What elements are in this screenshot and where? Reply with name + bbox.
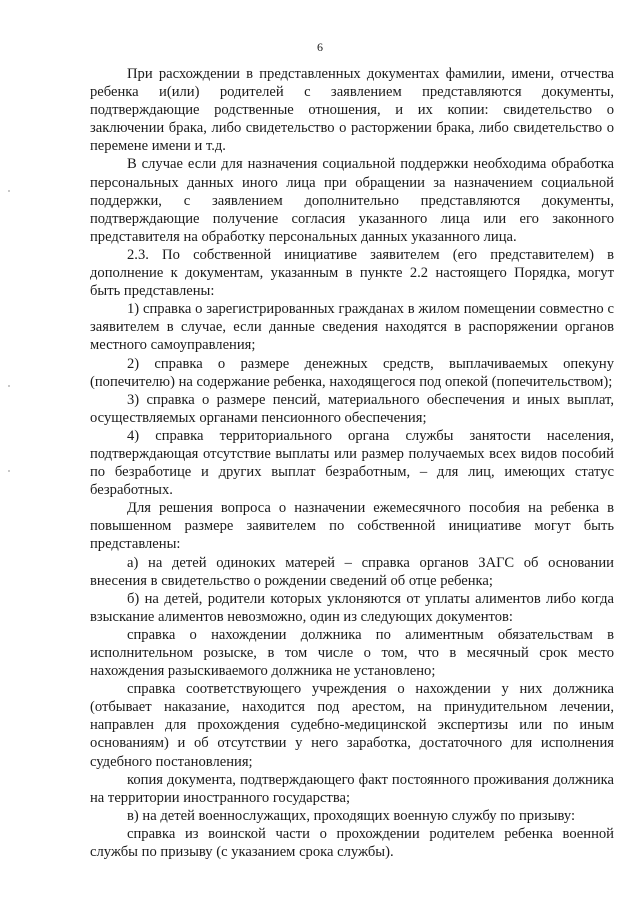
scan-artifact (8, 385, 10, 387)
page-number: 6 (317, 40, 323, 54)
list-item-3-pensions: 3) справка о размере пенсий, материального обеспечения и иных выплат, осуществляемых органами пенсионного обеспечения; (90, 391, 614, 426)
document-body (90, 65, 614, 861)
paragraph-personal-data-consent: В случае если для назначения социальной поддержки необходима обработка персональных данных иного лица при обращении за назначением социальной поддержки, с заявлением дополнительно представляются документы, подтверждающие получение согласия указанного лица или его законного представителя на обработку персональных данных указанного лица. (90, 156, 614, 245)
paragraph-debtor-institution: справка соответствующего учреждения о нахождении у них должника (отбывает наказание, находится под арестом, на принудительном лечении, направлен для прохождения судебно-медицинской экспертизы или по иным основаниям) и об отсутствии у него заработка, достаточного для исполнения судебного постановления; (90, 681, 614, 770)
paragraph-foreign-residence: копия документа, подтверждающего факт постоянного проживания должника на территории иностранного государства; (90, 771, 614, 806)
paragraph-increased-allowance: Для решения вопроса о назначении ежемесячного пособия на ребенка в повышенном размере заявителем по собственной инициативе могут быть представлены: (90, 500, 614, 553)
list-item-2-guardian-funds: 2) справка о размере денежных средств, выплачиваемых опекуну (попечителю) на содержание ребенка, находящегося под опекой (попечительством); (90, 355, 614, 390)
paragraph-section-2-3: 2.3. По собственной инициативе заявителем (его представителем) в дополнение к документам, указанным в пункте 2.2 настоящего Порядка, могут быть представлены: (90, 246, 614, 300)
paragraph-military-certificate: справка из воинской части о прохождении родителем ребенка военной службы по призыву (с указанием срока службы). (90, 825, 614, 861)
list-item-b-alimony: б) на детей, родители которых уклоняются от уплаты алиментов либо когда взыскание алиментов невозможно, один из следующих документов: (90, 590, 614, 625)
list-item-v-military: в) на детей военнослужащих, проходящих военную службу по призыву: (127, 807, 576, 824)
list-item-1-registered-citizens: 1) справка о зарегистрированных гражданах в жилом помещении совместно с заявителем в случае, если данные сведения находятся в распоряжении органов местного самоуправления; (90, 301, 614, 354)
scan-artifact (8, 190, 10, 192)
list-item-4-employment-service: 4) справка территориального органа службы занятости населения, подтверждающая отсутствие выплаты или размер получаемых всех видов пособий по безработице и других выплат безработным, – для лиц, имеющих статус безработных. (90, 427, 614, 499)
list-item-a-single-mothers: а) на детей одиноких матерей – справка органов ЗАГС об основании внесения в свидетельство о рождении сведений об отце ребенка; (90, 554, 614, 589)
paragraph-name-discrepancy: При расхождении в представленных документах фамилии, имени, отчества ребенка и(или) родителей с заявлением представляются документы, подтверждающие родственные отношения, и их копии: свидетельство о заключении брака, либо свидетельство о расторжении брака, либо свидетельство о перемене имени и т.д. (90, 66, 614, 155)
scan-artifact (8, 470, 10, 472)
paragraph-debtor-search: справка о нахождении должника по алиментным обязательствам в исполнительном розыске, в том числе о том, что в месячный срок место нахождения разыскиваемого должника не установлено; (90, 626, 614, 680)
